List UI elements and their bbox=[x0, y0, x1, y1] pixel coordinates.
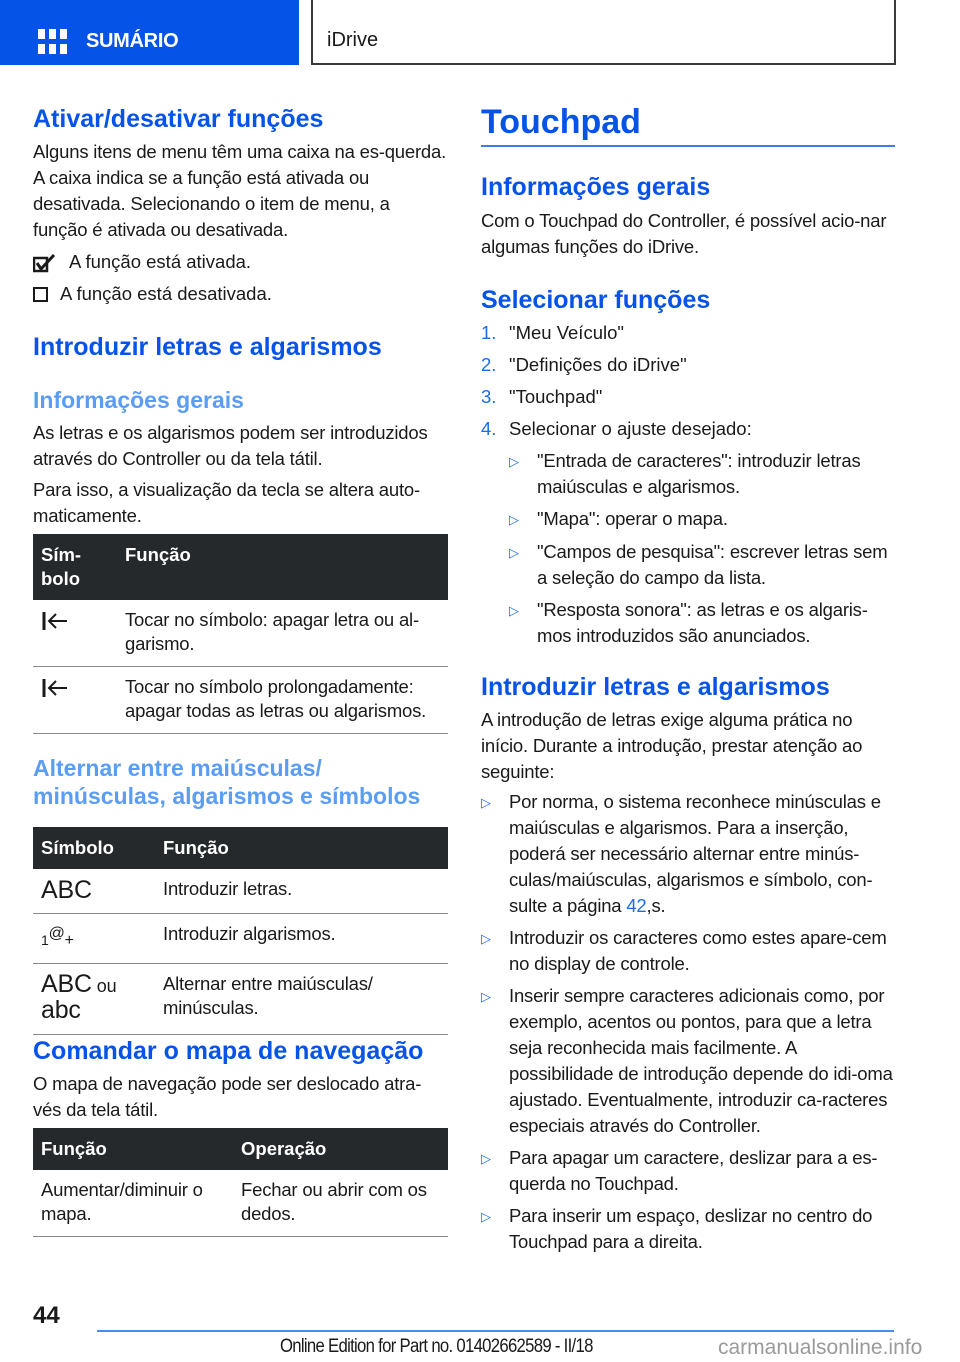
backspace-icon bbox=[33, 600, 117, 667]
abc-lower-symbol: abc bbox=[41, 996, 81, 1025]
table-header: Símbolo bbox=[33, 827, 155, 869]
table-cell: Alternar entre maiúsculas/ minúsculas. bbox=[155, 964, 448, 1035]
table-cell: Aumentar/diminuir o mapa. bbox=[33, 1170, 233, 1237]
table-row bbox=[33, 869, 448, 914]
tip-text: Inserir sempre caracteres adicionais como, por exemplo, acentos ou pontos, para que a letra seja reconhecida mais facilmente. A possibilidade de introdução depende do idi-oma ajustado. Eventualmente, introduzir ca-racteres especiais através do Controller. bbox=[509, 985, 893, 1136]
tip-item bbox=[481, 1145, 896, 1197]
tip-text-part: ,s. bbox=[646, 895, 666, 916]
triangle-bullet-icon: ▷ bbox=[509, 603, 519, 618]
heading-mapa: Comandar o mapa de navegação bbox=[33, 1037, 424, 1065]
table-cell: Tocar no símbolo: apagar letra ou al-garismo. bbox=[117, 600, 448, 667]
table-cell: Introduzir letras. bbox=[155, 869, 448, 914]
option-text: "Mapa": operar o mapa. bbox=[537, 508, 728, 529]
introduzir-p2: Para isso, a visualização da tecla se altera auto-maticamente. bbox=[33, 479, 420, 526]
table-row bbox=[33, 600, 448, 667]
table-header: Função bbox=[155, 827, 448, 869]
tip-item bbox=[481, 983, 896, 1139]
table-row bbox=[33, 667, 448, 734]
triangle-bullet-icon: ▷ bbox=[481, 1209, 491, 1224]
page-42-link[interactable]: 42 bbox=[626, 895, 647, 916]
table-header: Função bbox=[117, 534, 448, 600]
triangle-bullet-icon: ▷ bbox=[481, 1151, 491, 1166]
triangle-bullet-icon: ▷ bbox=[481, 795, 491, 810]
tip-text: Para inserir um espaço, deslizar no centro do Touchpad para a direita. bbox=[509, 1205, 873, 1252]
subheading-informacoes: Informações gerais bbox=[33, 387, 244, 413]
page-number: 44 bbox=[33, 1302, 60, 1329]
table-header: Operação bbox=[233, 1128, 448, 1170]
triangle-bullet-icon: ▷ bbox=[481, 931, 491, 946]
step-item bbox=[481, 416, 896, 442]
tip-item bbox=[481, 925, 896, 977]
steps-list bbox=[481, 320, 896, 655]
subheading-alternar: Alternar entre maiúsculas/ minúsculas, algarismos e símbolos bbox=[33, 755, 421, 809]
section-tab-label: iDrive bbox=[327, 29, 379, 51]
table-row bbox=[33, 964, 448, 1035]
introduzir-body: A introdução de letras exige alguma prática no início. Durante a introdução, prestar atenção ao seguinte: bbox=[481, 709, 863, 782]
unchecked-label: A função está desativada. bbox=[60, 283, 272, 304]
step-text: "Definições do iDrive" bbox=[509, 354, 687, 375]
tips-list bbox=[481, 789, 896, 1261]
step-number: 1. bbox=[481, 322, 497, 343]
tip-item bbox=[481, 789, 896, 919]
section-tab bbox=[311, 0, 896, 65]
tip-text bbox=[509, 789, 896, 919]
step-number: 3. bbox=[481, 386, 497, 407]
option-text: "Resposta sonora": as letras e os algaris-mos introduzidos são anunciados. bbox=[537, 599, 868, 646]
checked-legend bbox=[33, 249, 251, 275]
step-item bbox=[481, 320, 896, 346]
watermark: carmanualsonline.info bbox=[718, 1336, 923, 1359]
backspace-icon bbox=[33, 667, 117, 734]
option-item bbox=[509, 448, 896, 500]
tip-text: Para apagar um caractere, deslizar para a es-querda no Touchpad. bbox=[509, 1147, 878, 1194]
mapa-body: O mapa de navegação pode ser deslocado atra-vés da tela tátil. bbox=[33, 1073, 422, 1120]
or-label: ou bbox=[96, 976, 117, 997]
tip-item bbox=[481, 1203, 896, 1255]
option-text: "Campos de pesquisa": escrever letras sem a seleção do campo da lista. bbox=[537, 541, 888, 588]
table-row bbox=[33, 914, 448, 964]
unchecked-box-icon bbox=[33, 287, 48, 302]
abc-upper-symbol: ABC bbox=[33, 869, 155, 914]
info-body: Com o Touchpad do Controller, é possível acio-nar algumas funções do iDrive. bbox=[481, 210, 887, 257]
option-item bbox=[509, 506, 896, 533]
step-text: "Touchpad" bbox=[509, 386, 603, 407]
sumario-button[interactable] bbox=[0, 0, 299, 65]
footer-divider bbox=[97, 1330, 894, 1332]
table-header: Sím-bolo bbox=[33, 534, 117, 600]
map-operation-table bbox=[33, 1128, 448, 1237]
table-row bbox=[33, 1170, 448, 1237]
triangle-bullet-icon: ▷ bbox=[509, 454, 519, 469]
options-list bbox=[509, 448, 896, 649]
numbers-symbol-icon: 1@+ bbox=[33, 914, 155, 964]
unchecked-legend bbox=[33, 281, 272, 307]
tip-text: Introduzir os caracteres como estes apare-cem no display de controle. bbox=[509, 927, 887, 974]
option-item bbox=[509, 597, 896, 649]
case-toggle-symbol bbox=[33, 964, 155, 1035]
step-item bbox=[481, 384, 896, 410]
introduzir-p1: As letras e os algarismos podem ser introduzidos através do Controller ou da tela tátil. bbox=[33, 422, 428, 469]
table-cell: Fechar ou abrir com os dedos. bbox=[233, 1170, 448, 1237]
heading-introduzir-right: Introduzir letras e algarismos bbox=[481, 673, 830, 701]
page-title: Touchpad bbox=[481, 103, 641, 141]
delete-symbol-table bbox=[33, 534, 448, 734]
heading-ativar: Ativar/desativar funções bbox=[33, 105, 324, 133]
triangle-bullet-icon: ▷ bbox=[481, 989, 491, 1004]
heading-selecionar: Selecionar funções bbox=[481, 286, 711, 314]
edition-text: Online Edition for Part no. 01402662589 - II/18 bbox=[280, 1336, 593, 1357]
triangle-bullet-icon: ▷ bbox=[509, 512, 519, 527]
grid-menu-icon bbox=[38, 29, 67, 54]
symbol-table bbox=[33, 827, 448, 1035]
heading-introduzir: Introduzir letras e algarismos bbox=[33, 333, 382, 361]
option-text: "Entrada de caracteres": introduzir letras maiúsculas e algarismos. bbox=[537, 450, 861, 497]
triangle-bullet-icon: ▷ bbox=[509, 545, 519, 560]
option-item bbox=[509, 539, 896, 591]
step-number: 4. bbox=[481, 418, 497, 439]
ativar-body: Alguns itens de menu têm uma caixa na es-querda. A caixa indica se a função está ativada ou desativada. Selecionando o item de menu, a função é ativada ou desativada. bbox=[33, 141, 447, 240]
step-text: Selecionar o ajuste desejado: bbox=[509, 418, 752, 439]
step-item bbox=[481, 352, 896, 378]
abc-upper-symbol: ABC bbox=[41, 970, 92, 999]
step-text: "Meu Veículo" bbox=[509, 322, 624, 343]
checked-box-icon bbox=[33, 253, 55, 271]
heading-informacoes: Informações gerais bbox=[481, 173, 711, 201]
sumario-label: SUMÁRIO bbox=[86, 30, 179, 52]
tip-text-part: Por norma, o sistema reconhece minúsculas e maiúsculas e algarismos. Para a inserção, poderá ser necessário alternar entre minús-culas/maiúsculas, algarismos e símbolo, con-sulte a página bbox=[509, 791, 881, 916]
checked-label: A função está ativada. bbox=[69, 251, 252, 272]
step-number: 2. bbox=[481, 354, 497, 375]
table-cell: Tocar no símbolo prolongadamente: apagar todas as letras ou algarismos. bbox=[117, 667, 448, 734]
table-header: Função bbox=[33, 1128, 233, 1170]
table-cell: Introduzir algarismos. bbox=[155, 914, 448, 964]
title-divider bbox=[481, 145, 895, 147]
